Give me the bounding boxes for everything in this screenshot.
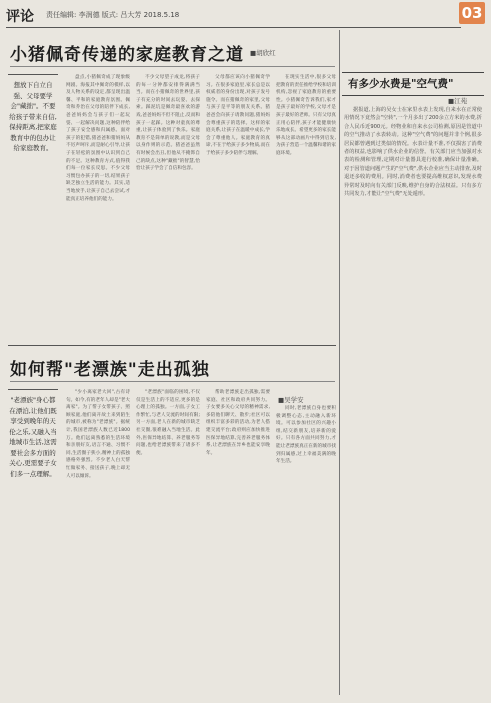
header-info: 责任编辑: 李润德 版式: 吕大芳 2018.5.18 [46, 11, 180, 19]
section-label: 评论 [6, 9, 34, 25]
article1-column-1 [66, 74, 130, 342]
teaser2-rule-top [8, 389, 58, 390]
article1-title-rule [10, 66, 335, 67]
article-divider [8, 345, 336, 346]
article1-column-3 [206, 74, 270, 342]
sidebar-body [344, 106, 482, 694]
teaser1-rule-top [8, 74, 58, 75]
sidebar-vertical-rule [339, 30, 340, 695]
article1-teaser: 想放下自立自强、父母要学会"藏拙"。不要给孩子带来自信,保持距离,把家庭教育中的包办让给家庭教育。 [9, 81, 57, 152]
article2-column-3 [206, 389, 270, 694]
article1-author: ■胡欣红 [250, 49, 276, 57]
article1-column-2 [136, 74, 200, 342]
article1-column-4 [276, 74, 336, 342]
article2-col4-text: 同时,老漂族自身也要积极调整心态,主动融入新环境。可以参加社区的兴趣小组,结交新朋友,培养新的爱好。只有各方面共同努力,才能让老漂族真正在新的城市找到归属感,过上幸福美满的晚年生活。 [276, 406, 336, 465]
article1-title: 小猪佩奇传递的家庭教育之道 [10, 45, 244, 65]
article2-col1-text: "少小离家老大回",古有诗句。如今,有的老年人却是"老大离家"。为了帮子女带孩子、照顾家庭,他们离开故土来到陌生的城市,被称为"老漂族"。据统计,我国老漂族人数已近1800万。他们远离熟悉的生活环境和亲朋好友,语言不通、习惯不同,生活圈子狭小,精神上的孤独感格外强烈。不少老人白天帮忙做家务、接送孩子,晚上却无人可以倾诉。 [66, 390, 130, 479]
header-rule [6, 27, 461, 28]
article2-title: 如何帮"老漂族"走出孤独 [10, 360, 210, 380]
article2-col2-text: "老漂族"面临的困境,不仅仅是生活上的不适应,更多的是心理上的孤独。一方面,子女工作繁忙,与老人交流的时间有限;另一方面,老人在新的城市缺乏社交圈,很难融入当地生活。此外,医保异地结算、养老服务等问题,也给老漂族带来了诸多不便。 [136, 390, 200, 456]
article2-column-1 [66, 389, 130, 694]
article1-col1-text: 盘点,小猪佩奇成了现象级网剧。海报其中佩奇的模样,以及人物关系的设定,都呈现出温馨、平和的家庭教育氛围。佩奇和乔治在父母的陪伴下成长,爸爸妈妈会与孩子们一起玩耍、一起解决问题,这种陪伴给了孩子安全感和归属感。面对孩子的犯错,猪爸爸和猪妈妈从不厉声呵斥,而是耐心引导,让孩子在轻松的氛围中认识到自己的不足。这种教育方式,值得我们每一位家长反思。不少父母习惯包办孩子的一切,结果孩子缺乏独立生活的能力。其实,适当地放手,让孩子自己去尝试,才能真正培养他们的能力。 [66, 75, 130, 202]
article1-col3-text: 父母都应该向小猪佩奇学习。在很多家庭里,家长总是以权威者的身份出现,对孩子发号施令。而在猪佩奇的家里,父母与孩子是平等的朋友关系。猪爸爸会向孩子请教问题,猪妈妈会尊重孩子的选择。这样的家庭关系,让孩子在温暖中成长,学会了尊重他人。家庭教育的真谛,不在于给孩子多少物质,而在于给孩子多少陪伴与理解。 [206, 75, 270, 156]
sidebar-author: ■江苑 [448, 97, 468, 105]
article2-column-2 [136, 389, 200, 694]
article2-col3-text: 帮助老漂族走出孤独,需要家庭、社区和政府共同努力。子女要多关心父母的精神需求,多陪他们聊天、散步;社区可以组织丰富多彩的活动,为老人搭建交流平台;政府则应加快推进医保异地结算,完善养老服务体系,让老漂族在异乡也能安享晚年。 [206, 390, 270, 456]
article1-col2-text: 不少父母望子成龙,将孩子的每一分钟都安排得满满当当。而在小猪佩奇的世界里,孩子有充分的时间去玩耍、去探索。踩泥坑是佩奇最喜欢的游戏,爸爸妈妈不但不阻止,反而和孩子一起踩。这种对童真的尊重,让孩子体验到了快乐。家庭教育不是简单的说教,而是父母以身作则的示范。猪爸爸虽然有时候会出丑,但他从不掩饰自己的缺点,这种"藏拙"的智慧,恰恰让孩子学会了自信和包容。 [136, 75, 200, 172]
article2-author: ■吴学安 [278, 396, 304, 404]
article2-column-4 [276, 405, 336, 694]
page-number-badge: 03 [459, 2, 485, 24]
sidebar-title: 有多少水费是"空气费" [348, 78, 454, 90]
article2-teaser: "老漂族"身心都在漂泊,让他们既享受到晚年的天伦之乐,又融入当地城市生活,这需要社会多方面的关心,更需要子女们多一点理解。 [9, 396, 57, 478]
sidebar-body-text: 据报道,上海的吴女士在家里水表上发现,自来水在正常使用情况下竟然会"空转",一个月多出了200余立方米的水费,折合人民币近900元。经物业和自来水公司检测,原因是管道中的空气推动了水表转动。这种"空气费"的问题并非个例,很多居民都曾遇到过类似的情况。水表计量不准,不仅损害了消费者的权益,也影响了供水企业的信誉。有关部门应当加强对水表的检测和管理,定期对计量器具进行校准,确保计量准确。对于因管道问题产生的"空气费",供水企业应当主动排查,及时退还多收的费用。同时,消费者也要提高维权意识,发现水费异常时及时向有关部门反映,维护自身的合法权益。只有多方共同发力,才能让"空气费"无处遁形。 [344, 107, 482, 198]
article2-title-rule [10, 381, 335, 382]
article1-col4-text: 在现实生活中,很多父母把教育的责任推给学校和培训机构,忽视了家庭教育的重要性。小猪佩奇告诉我们,家才是孩子最好的学校,父母才是孩子最好的老师。只有父母真正用心陪伴,孩子才能健康快乐地成长。希望更多的家长能够从这部动画片中得到启发,为孩子营造一个温馨和谐的家庭环境。 [276, 75, 336, 156]
